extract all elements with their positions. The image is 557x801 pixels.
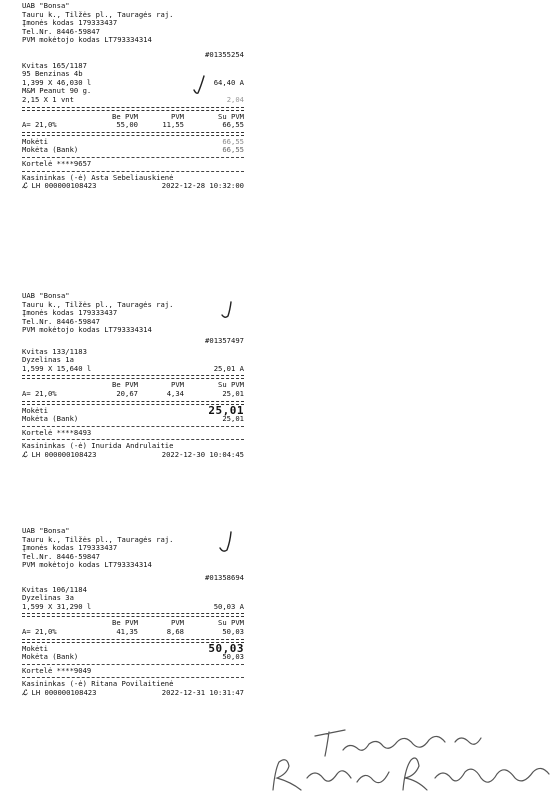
item-qty: 1,599 X 31,290 l [22, 601, 92, 611]
vat-header-total: Su PVM [218, 111, 244, 121]
vat-base: 20,67 [116, 388, 138, 398]
shop-address: Tauru k., Tilžės pl., Tauragės raj. [22, 9, 174, 19]
item-row [22, 365, 244, 374]
vat-rate: A= 21,0% [22, 120, 57, 130]
item-amount: 64,40 A [213, 77, 244, 87]
total-label: Mokėti [22, 405, 48, 415]
checkmark-icon [218, 530, 234, 554]
vat-table [22, 619, 244, 636]
vat-table [22, 113, 244, 130]
paid-amount: 66,55 [222, 145, 244, 155]
shop-address: Tauru k., Tilžės pl., Tauragės raj. [22, 534, 174, 544]
separator [22, 613, 244, 617]
total-label: Mokėti [22, 643, 48, 653]
doc-number: #01358694 [205, 572, 244, 582]
item-row [22, 603, 244, 612]
footer-row [22, 182, 244, 191]
vat-header-base: Be PVM [112, 111, 138, 121]
card-number: Kortelė ****9049 [22, 665, 92, 675]
vat-header-tax: PVM [171, 111, 184, 121]
checkmark-icon [220, 300, 234, 320]
vat-total: 25,01 [222, 388, 244, 398]
vat-base: 55,00 [116, 120, 138, 130]
receipt-1 [22, 2, 244, 191]
vat-rate: A= 21,0% [22, 388, 57, 398]
footer-row [22, 689, 244, 698]
shop-address: Tauru k., Tilžės pl., Tauragės raj. [22, 299, 174, 309]
vat-tax: 8,68 [166, 626, 184, 636]
separator [22, 439, 244, 440]
total-amount: 66,55 [222, 136, 244, 146]
card-number: Kortelė ****8493 [22, 427, 92, 437]
item-qty: 1,399 X 46,030 l [22, 77, 92, 87]
cashier: Kasininkas (-ė) Ritana Povilaitienė [22, 679, 174, 689]
handwritten-signature [265, 712, 557, 800]
separator [22, 132, 244, 136]
register-number: ℒ LH 000000108423 [22, 449, 97, 459]
vat-tax: 11,55 [162, 120, 184, 130]
checkmark-icon [192, 74, 206, 96]
doc-number: #01357497 [205, 335, 244, 345]
item-amount: 50,03 A [213, 601, 244, 611]
register-number: ℒ LH 000000108423 [22, 181, 97, 191]
paid-label: Mokėta (Bank) [22, 652, 79, 662]
paid-label: Mokėta (Bank) [22, 414, 79, 424]
shop-name: UAB "Bonsa" [22, 291, 70, 300]
shop-name: UAB "Bonsa" [22, 526, 70, 535]
receipt-datetime: 2022-12-28 10:32:00 [161, 181, 244, 191]
separator [22, 426, 244, 427]
fiscal-logo-icon: ℒ [22, 449, 28, 459]
phone: Tel.Nr. 8446-59847 [22, 316, 100, 326]
vat-code: PVM mokėtojo kodas LT793334314 [22, 35, 152, 45]
receipt-3 [22, 527, 244, 698]
receipt-datetime: 2022-12-31 10:31:47 [161, 687, 244, 697]
company-code: Įmonės kodas 179333437 [22, 543, 118, 553]
fiscal-logo-icon: ℒ [22, 181, 28, 191]
phone: Tel.Nr. 8446-59847 [22, 26, 100, 36]
paid-amount: 25,01 [222, 414, 244, 424]
item-amount: 2,04 [226, 94, 244, 104]
vat-tax: 4,34 [166, 388, 184, 398]
separator [22, 107, 244, 111]
company-code: Įmonės kodas 179333437 [22, 18, 118, 28]
footer-row [22, 451, 244, 460]
cashier: Kasininkas (-ė) Inurida Andrulaitie [22, 441, 174, 451]
separator [22, 677, 244, 678]
vat-code: PVM mokėtojo kodas LT793334314 [22, 560, 152, 570]
paid-label: Mokėta (Bank) [22, 145, 79, 155]
item-amount: 25,01 A [213, 363, 244, 373]
separator [22, 157, 244, 158]
vat-code: PVM mokėtojo kodas LT793334314 [22, 325, 152, 335]
total-amount: 25,01 [208, 403, 244, 417]
separator [22, 171, 244, 172]
separator [22, 375, 244, 379]
item-name: Dyzelinas 1a [22, 355, 74, 365]
vat-header-base: Be PVM [112, 380, 138, 390]
vat-table [22, 381, 244, 398]
shop-name: UAB "Bonsa" [22, 1, 70, 10]
cashier: Kasininkas (-ė) Asta Sebeliauskienė [22, 172, 174, 182]
item-qty: 1,599 X 15,640 l [22, 363, 92, 373]
item-name: M&M Peanut 90 g. [22, 86, 92, 96]
vat-total: 66,55 [222, 120, 244, 130]
vat-rate: A= 21,0% [22, 626, 57, 636]
total-amount: 50,03 [208, 641, 244, 655]
vat-header-total: Su PVM [218, 380, 244, 390]
kvitas: Kvitas 106/1184 [22, 584, 87, 594]
vat-header-total: Su PVM [218, 618, 244, 628]
receipt-datetime: 2022-12-30 10:04:45 [161, 449, 244, 459]
receipt-2 [22, 292, 244, 460]
paid-row [22, 146, 244, 155]
kvitas: Kvitas 133/1183 [22, 346, 87, 356]
card-number: Kortelė ****9657 [22, 158, 92, 168]
fiscal-logo-icon: ℒ [22, 687, 28, 697]
separator [22, 664, 244, 665]
vat-header-tax: PVM [171, 618, 184, 628]
vat-base: 41,35 [116, 626, 138, 636]
total-label: Mokėti [22, 136, 48, 146]
kvitas: Kvitas 165/1187 [22, 60, 87, 70]
company-code: Įmonės kodas 179333437 [22, 308, 118, 318]
item-name: Dyzelinas 3a [22, 593, 74, 603]
doc-number: #01355254 [205, 49, 244, 59]
phone: Tel.Nr. 8446-59847 [22, 551, 100, 561]
item-row [22, 96, 244, 105]
vat-header-tax: PVM [171, 380, 184, 390]
item-name: 95 Benzinas 4b [22, 69, 83, 79]
register-number: ℒ LH 000000108423 [22, 687, 97, 697]
item-qty: 2,15 X 1 vnt [22, 94, 74, 104]
vat-total: 50,03 [222, 626, 244, 636]
paid-amount: 50,03 [222, 652, 244, 662]
vat-header-base: Be PVM [112, 618, 138, 628]
